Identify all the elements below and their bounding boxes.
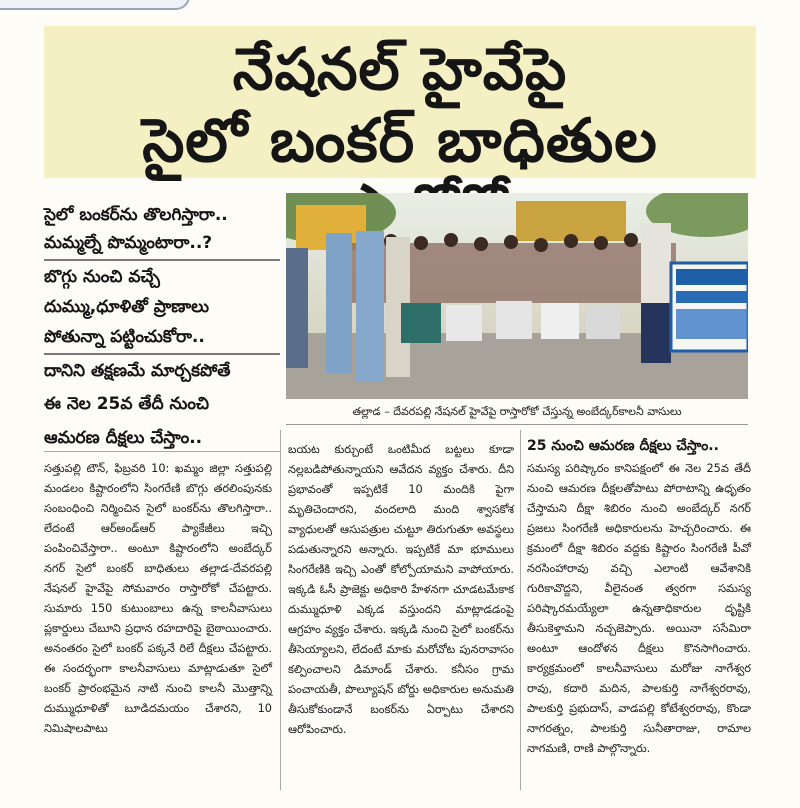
subhead-4: దుమ్ము,ధూళితో ప్రాణాలు	[44, 297, 210, 317]
protest-photo-illustration	[286, 193, 748, 399]
article-column-3-text: సమస్య పరిష్కారం కానిపక్షంలో ఈ నెల 25వ తేదీ నుంచి ఆమరణ దీక్షలతోపాటు పోరాటాన్ని ఉధృతం చేస్తామని దీక్షా శిబిరం నుంచి అంబేద్కర్‌ నగర్‌ ప్రజలు సింగరేణి అధికారులను హెచ్చరించారు. ఈ క్రమంలో దీక్షా శిబిరం వద్దకు కిష్టారం సింగరేణి పీవో నరసింహారావు వచ్చి ఎలాంటి ఆవేశానికి గురికావొద్దని, వీలైనంత త్వరగా సమస్య పరిష్కారమయ్యేలా ఉన్నతాధికారుల దృష్టికి తీసుకెళ్తామని నచ్చజెప్పారు. అయినా ససేమిరా అంటూ ఆందోళన దీక్షలు కొనసాగించారు. కార్యక్రమంలో కాలనీవాసులు మరోజు నాగేశ్వర రావు, కదారి మదిన, పాలకుర్తి నాగేశ్వరరావు, పాలకుర్తి ప్రభుదాస్‌, వాడపల్లి కోటేశ్వరరావు, కొండా నాగరత్నం, పాలకుర్తి సునీతారాజు, రామాల నాగమణి, రాణి పాల్గొన్నారు.	[527, 462, 751, 755]
article-column-3	[527, 459, 751, 759]
protest-banner	[671, 263, 748, 351]
news-photo	[286, 193, 748, 399]
subhead-divider-2	[44, 353, 280, 355]
subhead-6: దానిని తక్షణమే మార్చకపోతే	[44, 361, 231, 381]
headline-line-1: నేషనల్ హైవేపై	[232, 35, 568, 103]
headline-box	[44, 26, 756, 178]
subhead-5: పోతున్నా పట్టించుకోరా..	[44, 327, 205, 347]
subhead-8: ఆమరణ దీక్షలు చేస్తాం..	[44, 428, 203, 448]
headline-line-2: సైలో బంకర్ బాధితుల	[142, 106, 658, 176]
column-3-heading: 25 నుంచి ఆమరణ దీక్షలు చేస్తాం..	[527, 438, 719, 454]
caption-rule	[286, 424, 748, 425]
subhead-3: బొగ్గు నుంచి వచ్చే	[44, 267, 160, 287]
subhead-7: ఈ నెల 25వ తేదీ నుంచి	[44, 394, 209, 414]
column-1-top-rule	[44, 451, 280, 452]
photo-seated-people	[401, 301, 620, 343]
article-column-2	[288, 440, 514, 740]
top-tab-decoration	[0, 0, 190, 10]
column-divider-2	[520, 430, 521, 790]
top-strip	[0, 0, 800, 12]
article-column-2-text: బయట కుర్చుంటే ఒంటిమీద బట్టలు కూడా నల్లబడిపోతున్నాయని ఆవేదన వ్యక్తం చేశారు. దీని ప్రభావంతో ఇప్పటికే 10 మందికి పైగా మృతిచెందారని, వందలాది మంది శ్వాసకోశ వ్యాధులతో ఆసుపత్రుల చుట్టూ తిరుగుతూ అవస్థలు పడుతున్నారని అన్నారు. ఇప్పటికే మా భూములు సింగరేణికి ఇచ్చి ఎంతో కోల్పోయామని వాపోయారు. ఇక్కడి ఓసీ ప్రాజెక్టు అధికారి హేళనగా చూడటమేకాక దుమ్ముధూళి ఎక్కడ వస్తుందని మాట్లాడడంపై ఆగ్రహం వ్యక్తం చేశారు. ఇక్కడి నుంచి సైలో బంకర్‌ను తీసెయ్యాలని, లేదంటే మాకు మరోచోట పునరావాసం కల్పించాలని డిమాండ్‌ చేశారు. కనీసం గ్రామ పంచాయతీ, పొల్యూషన్‌ బోర్డు అధికారుల అనుమతి తీసుకోకుండానే బంకర్‌ను ఏర్పాటు చేశారని ఆరోపించారు.	[288, 443, 514, 736]
subhead-1: సైలో బంకర్‌ను తొలగిస్తారా..	[44, 205, 228, 225]
article-column-1-text: సత్తుపల్లి టౌన్‌, ఫిబ్రవరి 10: ఖమ్మం జిల్లా సత్తుపల్లి మండలం కిష్టారంలోని సింగరేణి బొగ్గు తరలింపునకు సంబంధించి నిర్మించిన సైలో బంకర్‌ను తొలగిస్తారా.. లేదంటే ఆర్‌అండ్‌ఆర్‌ ప్యాకేజీలు ఇచ్చి పంపించివేస్తారా.. అంటూ కిష్టారంలోని అంబేద్కర్‌ నగర్‌ సైలో బంకర్‌ బాధితులు తల్లాడ-దేవరపల్లి నేషనల్‌ హైవేపై సోమవారం రాస్తారోకో చేపట్టారు. సుమారు 150 కుటుంబాలు ఉన్న కాలనీవాసులు ప్లకార్డులు చేబూని ప్రధాన రహదారిపై బైఠాయించారు. అనంతరం సైలో బంకర్‌ పక్కనే రిలే దీక్షలు చేపట్టారు. ఈ సందర్భంగా కాలనీవాసులు మాట్లాడుతూ సైలో బంకర్‌ ప్రారంభమైన నాటి నుంచి కాలనీ మొత్తాన్ని దుమ్ముధూళితో బూడిదమయం చేశారని, 10 నిమిషాలపాటు	[44, 462, 272, 735]
subhead-2: మమ్మల్నే పొమ్మంటారా..?	[44, 233, 213, 253]
article-column-1	[44, 459, 272, 739]
column-divider-1	[280, 430, 281, 790]
photo-caption: తల్లాడ – దేవరపల్లి నేషనల్ హైవేపై రాస్తారోకో చేస్తున్న అంబేద్కర్‌కాలనీ వాసులు	[352, 405, 682, 418]
subhead-divider-1	[44, 259, 280, 261]
